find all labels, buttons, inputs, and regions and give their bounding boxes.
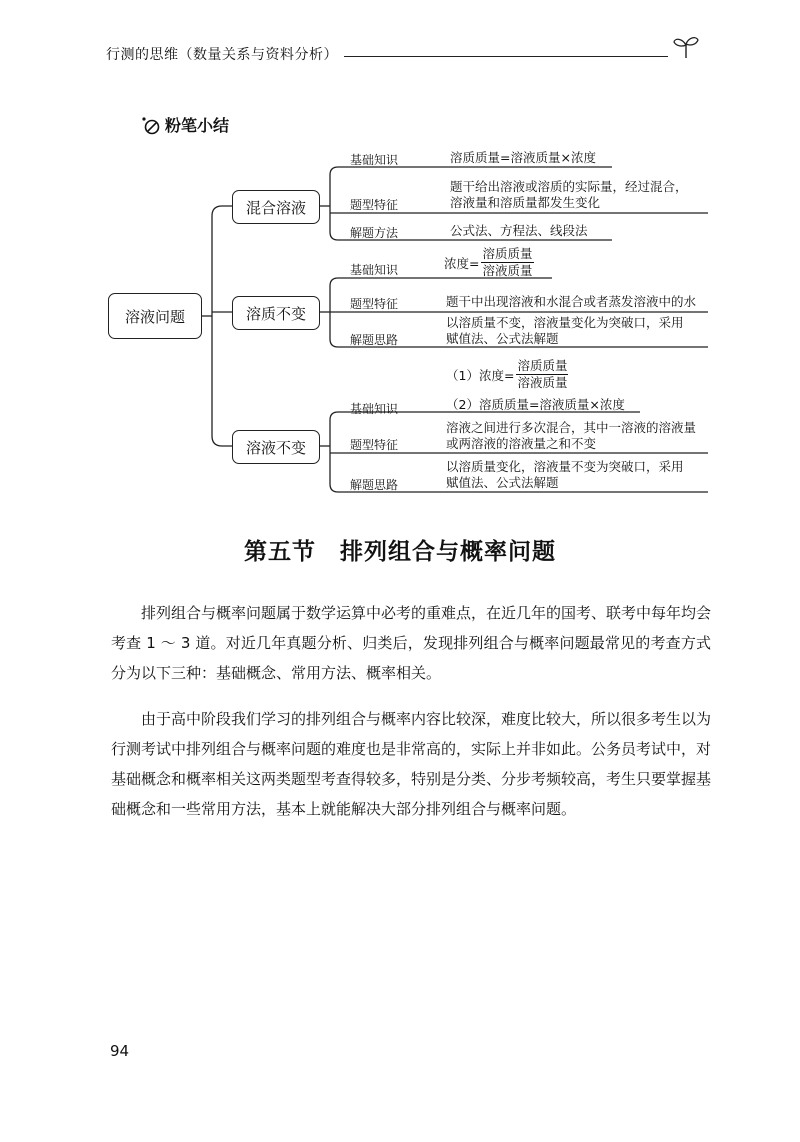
row-label: 基础知识	[350, 153, 399, 167]
row-text-line: 溶液之间进行多次混合，其中一溶液的溶液量	[446, 420, 697, 435]
row-text-line: 赋值法、公式法解题	[446, 331, 559, 346]
row-label: 解题思路	[350, 478, 399, 492]
concentration-formula	[446, 358, 568, 391]
formula-denominator: 溶液质量	[482, 263, 533, 278]
row-label: 解题方法	[350, 226, 399, 240]
row-text-line: 赋值法、公式法解题	[446, 475, 559, 490]
row-text: 溶质质量=溶液质量×浓度	[450, 150, 596, 165]
body-paragraph: 由于高中阶段我们学习的排列组合与概率内容比较深，难度比较大，所以很多考生以为行测考试中排列组合与概率问题的难度也是非常高的，实际上并非如此。公务员考试中，对基础概念和概率相关这两类题型考查得较多，特别是分类、分步考频较高，考生只要掌握基础概念和一些常用方法，基本上就能解决大部分排列组合与概率问题。	[111, 710, 712, 818]
body-paragraph: 排列组合与概率问题属于数学运算中必考的重难点，在近几年的国考、联考中每年均会考查 1 ～ 3 道。对近几年真题分析、归类后，发现排列组合与概率问题最常见的考查方式分为以下三种：基础概念、常用方法、概率相关。	[111, 604, 712, 682]
row-text-line: 或两溶液的溶液量之和不变	[446, 436, 597, 451]
formula-denominator: 溶液质量	[517, 375, 568, 390]
row-label: 题型特征	[350, 297, 399, 311]
branch-node-solution-constant: 溶液不变	[232, 430, 320, 464]
running-header-title: 行测的思维（数量关系与资料分析）	[106, 47, 338, 63]
row-label: 解题思路	[350, 333, 399, 347]
formula-numerator: 溶质质量	[517, 358, 568, 373]
row-text: （2）溶质质量=溶液质量×浓度	[446, 397, 625, 412]
row-text-line: 以溶质量不变，溶液量变化为突破口，采用	[446, 315, 684, 330]
summary-title: 粉笔小结	[165, 116, 230, 135]
page-number: 94	[110, 1042, 130, 1060]
row-label: 题型特征	[350, 438, 399, 452]
root-node: 溶液问题	[108, 293, 202, 339]
row-label: 基础知识	[350, 263, 399, 277]
concentration-formula	[444, 246, 534, 279]
row-text-line: 以溶质量变化，溶液量不变为突破口，采用	[446, 459, 684, 474]
section-title: 第五节 排列组合与概率问题	[244, 539, 556, 565]
row-text: 题干中出现溶液和水混合或者蒸发溶液中的水	[446, 294, 697, 309]
row-label: 题型特征	[350, 198, 399, 212]
row-text-line: 溶液量和溶质量都发生变化	[450, 195, 601, 210]
branch-node-solute-constant: 溶质不变	[232, 296, 320, 330]
row-label: 基础知识	[350, 402, 399, 416]
row-text-line: 题干给出溶液或溶质的实际量，经过混合，	[450, 179, 688, 194]
row-text: 公式法、方程法、线段法	[450, 223, 588, 238]
branch-node-mixed: 混合溶液	[232, 190, 320, 224]
formula-lhs: 浓度=	[444, 255, 480, 271]
formula-lhs: （1）浓度=	[446, 367, 515, 383]
mind-map	[0, 0, 800, 500]
formula-numerator: 溶质质量	[482, 246, 533, 261]
